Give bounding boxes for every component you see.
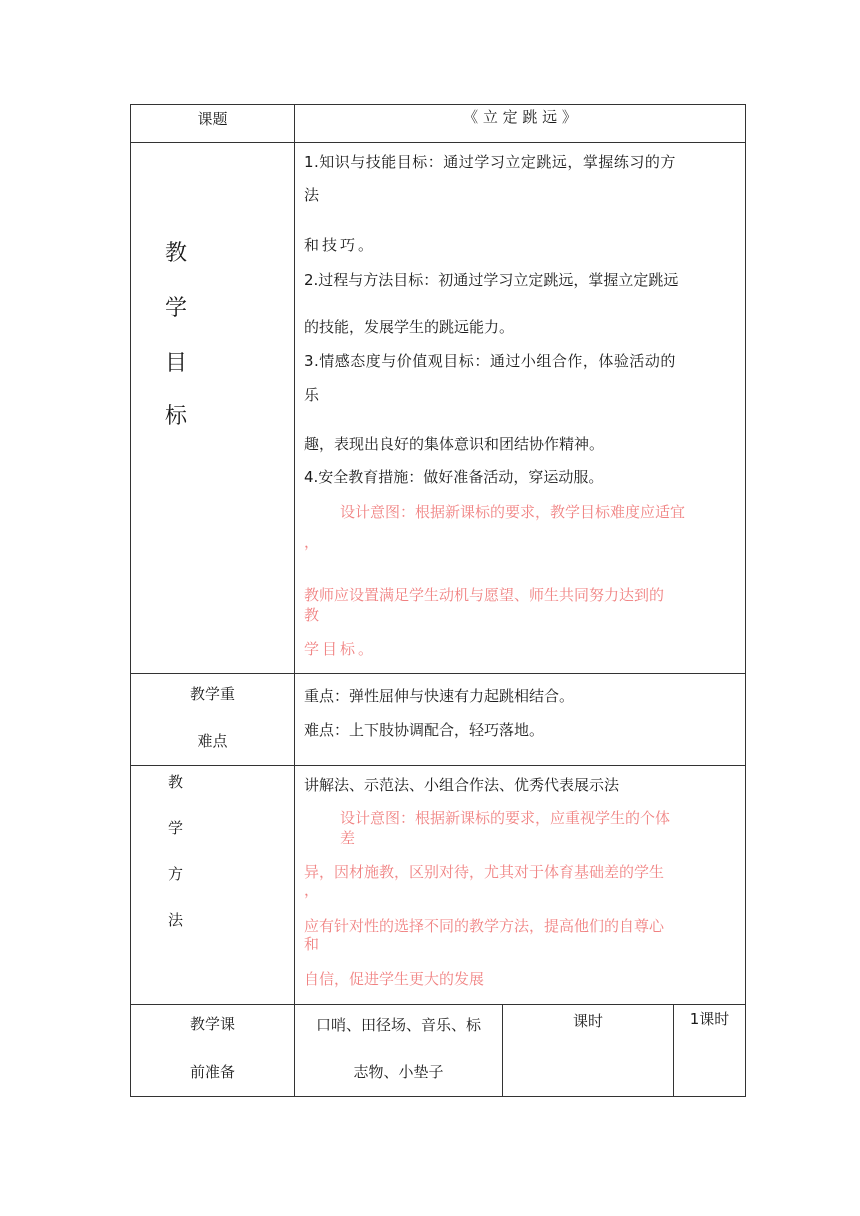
key-point-line: 重点：弹性屈伸与快速有力起跳相结合。: [304, 687, 575, 705]
objective-line: 的技能，发展学生的跳远能力。: [304, 318, 515, 336]
objective-line: 趣，表现出良好的集体意识和团结协作精神。: [304, 435, 605, 453]
objective-line: 1.知识与技能目标：通过学习立定跳远，掌握练习的方: [304, 153, 676, 171]
methods-label-char: 学: [168, 819, 184, 837]
methods-label-char: 法: [168, 911, 184, 929]
objective-design-line: 设计意图：根据新课标的要求，教学目标难度应适宜: [340, 503, 686, 521]
methods-label-char: 教: [168, 773, 184, 791]
methods-design-line: 异，因材施教，区别对待，尤其对于体育基础差的学生: [304, 863, 665, 881]
lesson-title: 《 立 定 跳 远 》: [463, 108, 577, 126]
preparation-items-line: 口哨、田径场、音乐、标: [315, 1016, 481, 1034]
objective-line: 2.过程与方法目标：初通过学习立定跳远，掌握立定跳远: [304, 271, 679, 289]
objective-design-line: 教: [304, 606, 320, 624]
period-label: 课时: [572, 1012, 603, 1030]
methods-label-char: 方: [168, 865, 184, 883]
objective-design-line: 教师应设置满足学生动机与愿望、师生共同努力达到的: [304, 586, 665, 604]
methods-design-line: 和: [304, 935, 320, 953]
methods-design-line: 差: [340, 829, 356, 847]
objectives-label-char: 学: [165, 296, 188, 321]
key-points-label-line: 教学重: [189, 685, 235, 703]
methods-design-line: 设计意图：根据新课标的要求，应重视学生的个体: [340, 809, 671, 827]
methods-text: 讲解法、示范法、小组合作法、优秀代表展示法: [304, 776, 620, 794]
objectives-label-char: 标: [165, 404, 188, 429]
methods-design-line: ，: [304, 881, 320, 899]
objective-line: 和技巧。: [304, 236, 377, 254]
objective-design-line: 学目标。: [304, 640, 377, 658]
key-point-line: 难点：上下肢协调配合，轻巧落地。: [304, 721, 545, 739]
period-value: 1课时: [689, 1010, 730, 1028]
methods-design-line: 应有针对性的选择不同的教学方法，提高他们的自尊心: [304, 917, 665, 935]
methods-design-line: 自信，促进学生更大的发展: [304, 970, 485, 988]
objective-line: 乐: [304, 386, 320, 404]
preparation-label-line: 前准备: [189, 1063, 235, 1081]
header-label: 课题: [197, 110, 228, 128]
preparation-items-line: 志物、小垫子: [353, 1063, 444, 1081]
objective-line: 4.安全教育措施：做好准备活动，穿运动服。: [304, 468, 604, 486]
objective-line: 法: [304, 186, 320, 204]
objectives-label-char: 目: [165, 351, 188, 376]
objective-design-line: ，: [304, 533, 320, 551]
objectives-label-char: 教: [165, 241, 188, 266]
preparation-label-line: 教学课: [189, 1015, 235, 1033]
objective-line: 3.情感态度与价值观目标：通过小组合作，体验活动的: [304, 352, 676, 370]
key-points-label-line: 难点: [197, 732, 228, 750]
